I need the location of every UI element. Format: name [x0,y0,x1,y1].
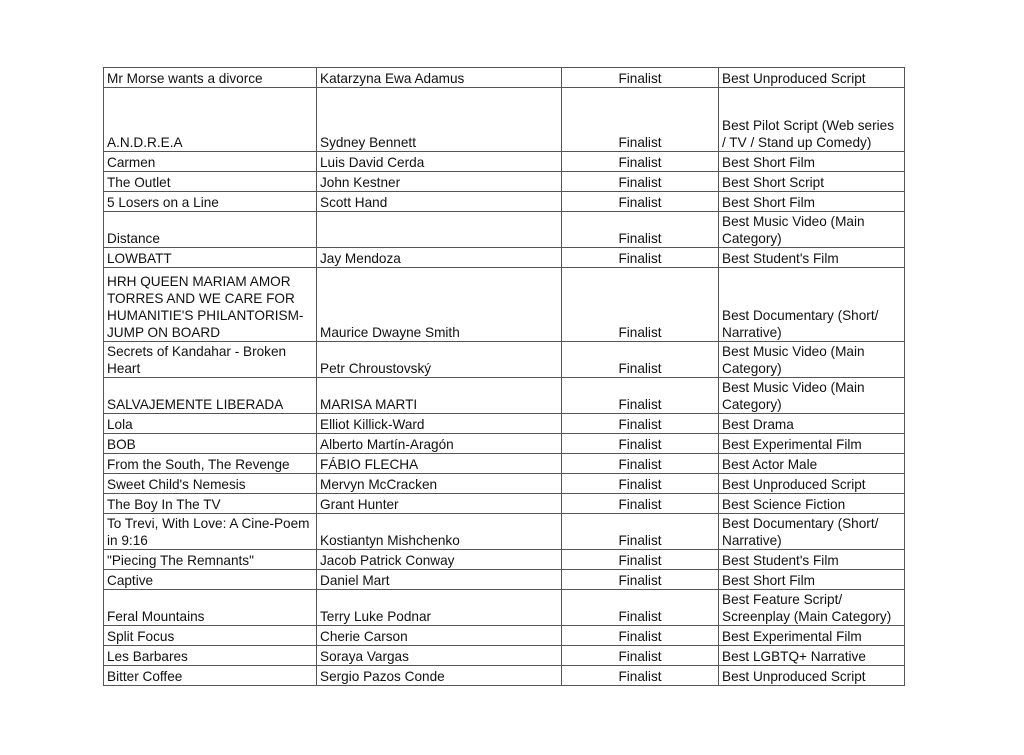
table-row [104,212,905,248]
category-cell: Best Feature Script/ Screenplay (Main Category) [719,590,905,626]
film-title-cell: Carmen [104,152,317,172]
category-cell: Best Experimental Film [719,626,905,646]
status-cell: Finalist [562,570,719,590]
filmmaker-cell: Soraya Vargas [317,646,562,666]
status-cell: Finalist [562,590,719,626]
filmmaker-cell: Maurice Dwayne Smith [317,268,562,342]
status-cell: Finalist [562,550,719,570]
table-row [104,434,905,454]
category-cell: Best Documentary (Short/ Narrative) [719,268,905,342]
table-row [104,248,905,268]
status-cell: Finalist [562,212,719,248]
table-row [104,550,905,570]
film-title-cell: Distance [104,212,317,248]
filmmaker-cell: Katarzyna Ewa Adamus [317,68,562,88]
table-row [104,494,905,514]
category-cell: Best Unproduced Script [719,474,905,494]
filmmaker-cell: Jacob Patrick Conway [317,550,562,570]
status-cell: Finalist [562,626,719,646]
filmmaker-cell: Kostiantyn Mishchenko [317,514,562,550]
table-body [104,68,905,686]
category-cell: Best Pilot Script (Web series / TV / Stand up Comedy) [719,88,905,152]
film-title-cell: Lola [104,414,317,434]
category-cell: Best Science Fiction [719,494,905,514]
category-cell: Best Short Script [719,172,905,192]
filmmaker-cell: Sergio Pazos Conde [317,666,562,686]
table-row [104,646,905,666]
film-title-cell: Sweet Child's Nemesis [104,474,317,494]
film-title-cell: 5 Losers on a Line [104,192,317,212]
film-title-cell: HRH QUEEN MARIAM AMOR TORRES AND WE CARE FOR HUMANITIE'S PHILANTORISM-JUMP ON BOARD [104,268,317,342]
status-cell: Finalist [562,646,719,666]
table-row [104,342,905,378]
status-cell: Finalist [562,342,719,378]
table-row [104,88,905,152]
filmmaker-cell: John Kestner [317,172,562,192]
table-row [104,378,905,414]
status-cell: Finalist [562,666,719,686]
film-title-cell: Bitter Coffee [104,666,317,686]
category-cell: Best Unproduced Script [719,68,905,88]
table-row [104,414,905,434]
filmmaker-cell: Petr Chroustovský [317,342,562,378]
status-cell: Finalist [562,192,719,212]
results-table [103,67,905,686]
film-title-cell: Les Barbares [104,646,317,666]
film-title-cell: A.N.D.R.E.A [104,88,317,152]
category-cell: Best Short Film [719,570,905,590]
category-cell: Best Student's Film [719,550,905,570]
category-cell: Best Short Film [719,152,905,172]
table-row [104,268,905,342]
status-cell: Finalist [562,454,719,474]
film-title-cell: "Piecing The Remnants" [104,550,317,570]
filmmaker-cell: Grant Hunter [317,494,562,514]
status-cell: Finalist [562,152,719,172]
status-cell: Finalist [562,514,719,550]
category-cell: Best Short Film [719,192,905,212]
status-cell: Finalist [562,434,719,454]
status-cell: Finalist [562,378,719,414]
table-row [104,666,905,686]
film-title-cell: Mr Morse wants a divorce [104,68,317,88]
category-cell: Best Drama [719,414,905,434]
category-cell: Best LGBTQ+ Narrative [719,646,905,666]
category-cell: Best Music Video (Main Category) [719,378,905,414]
status-cell: Finalist [562,494,719,514]
filmmaker-cell: Cherie Carson [317,626,562,646]
status-cell: Finalist [562,268,719,342]
table-row [104,152,905,172]
filmmaker-cell: Jay Mendoza [317,248,562,268]
status-cell: Finalist [562,68,719,88]
status-cell: Finalist [562,88,719,152]
table-row [104,626,905,646]
table-row [104,68,905,88]
film-title-cell: Secrets of Kandahar - Broken Heart [104,342,317,378]
status-cell: Finalist [562,414,719,434]
filmmaker-cell: Alberto Martín-Aragón [317,434,562,454]
table-row [104,514,905,550]
film-title-cell: To Trevi, With Love: A Cine-Poem in 9:16 [104,514,317,550]
category-cell: Best Experimental Film [719,434,905,454]
filmmaker-cell: FÁBIO FLECHA [317,454,562,474]
film-title-cell: BOB [104,434,317,454]
table-row [104,474,905,494]
table-row [104,172,905,192]
filmmaker-cell: Sydney Bennett [317,88,562,152]
film-title-cell: Captive [104,570,317,590]
table-row [104,590,905,626]
table-row [104,192,905,212]
category-cell: Best Music Video (Main Category) [719,212,905,248]
category-cell: Best Student's Film [719,248,905,268]
category-cell: Best Unproduced Script [719,666,905,686]
category-cell: Best Music Video (Main Category) [719,342,905,378]
filmmaker-cell: Luis David Cerda [317,152,562,172]
film-title-cell: Feral Mountains [104,590,317,626]
category-cell: Best Actor Male [719,454,905,474]
film-title-cell: SALVAJEMENTE LIBERADA [104,378,317,414]
filmmaker-cell: Daniel Mart [317,570,562,590]
filmmaker-cell: Elliot Killick-Ward [317,414,562,434]
filmmaker-cell: Mervyn McCracken [317,474,562,494]
table-row [104,454,905,474]
film-title-cell: The Boy In The TV [104,494,317,514]
status-cell: Finalist [562,474,719,494]
film-title-cell: The Outlet [104,172,317,192]
category-cell: Best Documentary (Short/ Narrative) [719,514,905,550]
filmmaker-cell [317,212,562,248]
table-row [104,570,905,590]
filmmaker-cell: MARISA MARTI [317,378,562,414]
status-cell: Finalist [562,248,719,268]
film-title-cell: Split Focus [104,626,317,646]
film-title-cell: LOWBATT [104,248,317,268]
filmmaker-cell: Scott Hand [317,192,562,212]
filmmaker-cell: Terry Luke Podnar [317,590,562,626]
status-cell: Finalist [562,172,719,192]
film-title-cell: From the South, The Revenge [104,454,317,474]
